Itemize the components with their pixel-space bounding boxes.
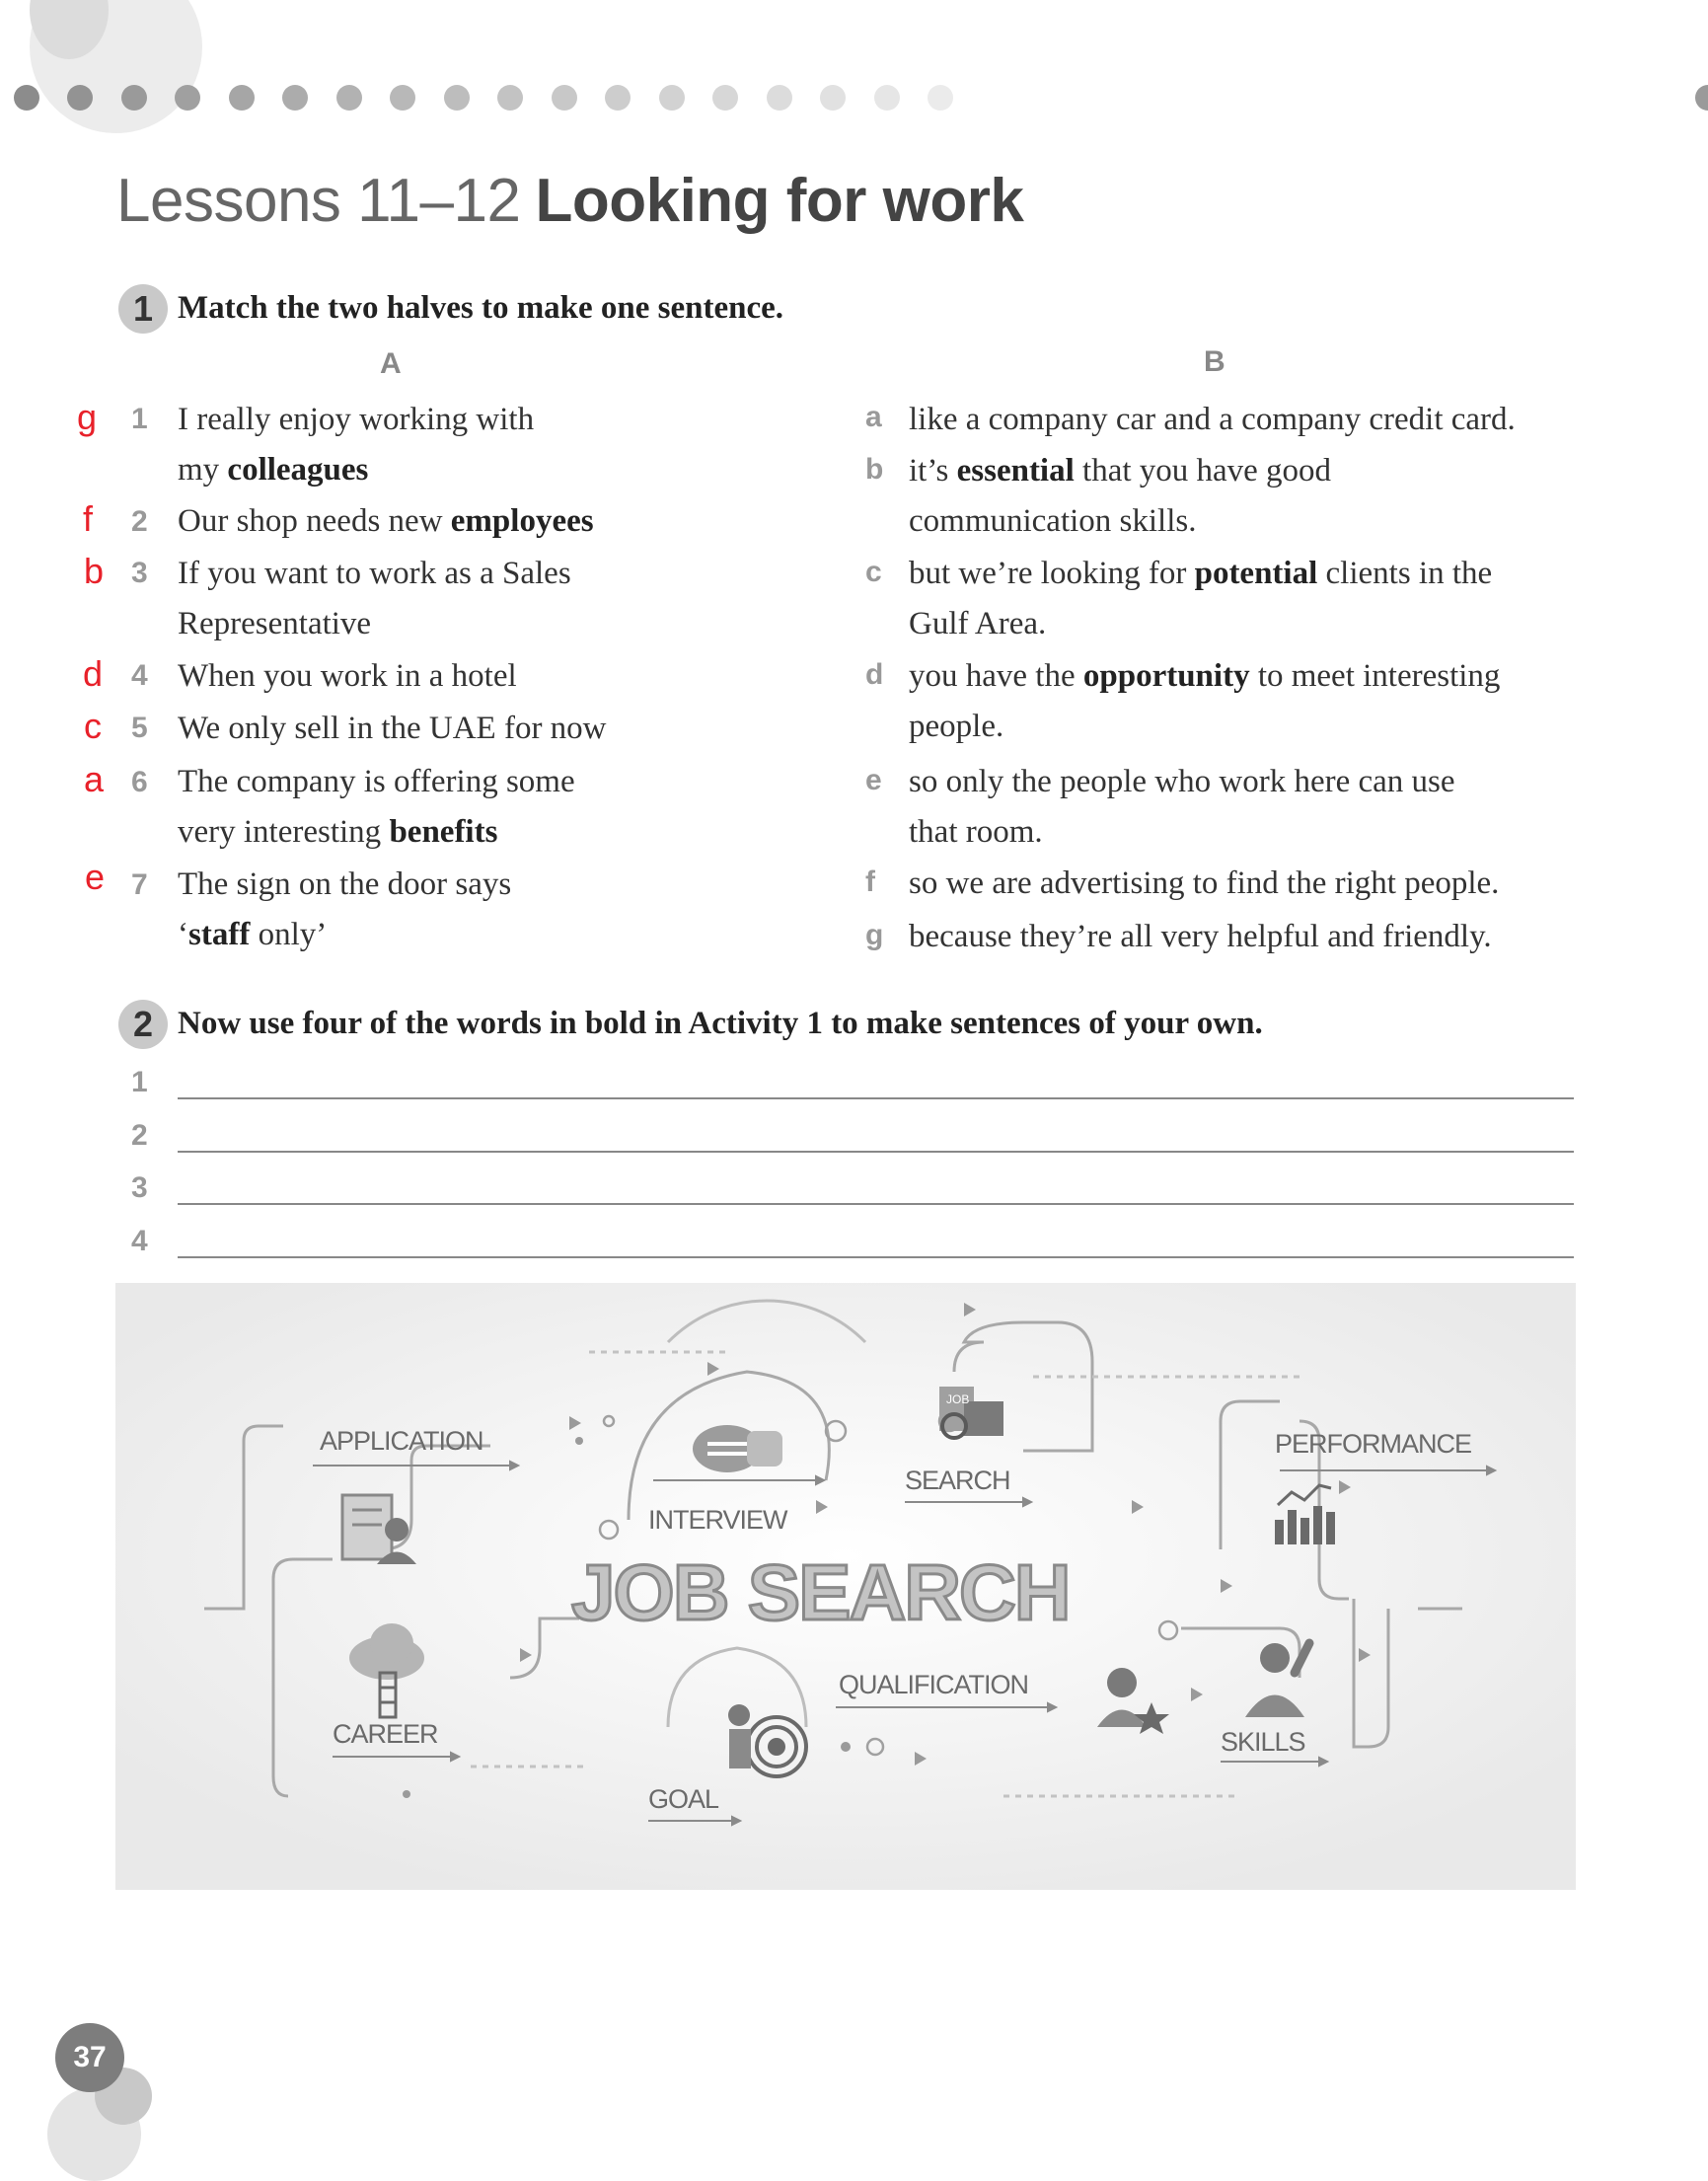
item-b-text: but we’re looking for potential clients in the Gulf Area. xyxy=(909,556,1493,641)
interview-icon xyxy=(693,1425,782,1472)
answer-mark: f xyxy=(83,498,94,539)
answer-mark: b xyxy=(84,551,105,591)
answer-mark: d xyxy=(83,653,104,694)
item-number: 6 xyxy=(131,766,148,798)
activity-2-instruction: Now use four of the words in bold in Activity 1 to make sentences of your own. xyxy=(178,1006,1263,1041)
item-a-text: I really enjoy working with my colleagues xyxy=(178,402,535,488)
item-letter: e xyxy=(865,764,882,796)
answer-mark: c xyxy=(84,706,102,746)
item-b-text: you have the opportunity to meet interesting people. xyxy=(909,658,1501,744)
line-number: 1 xyxy=(131,1066,148,1098)
activity-2-number: 2 xyxy=(118,1000,168,1049)
answer-mark: a xyxy=(84,759,105,799)
item-a-text: We only sell in the UAE for now xyxy=(178,711,607,746)
svg-text:JOB: JOB xyxy=(946,1392,970,1406)
activity-1-number: 1 xyxy=(118,284,168,334)
writing-line[interactable] xyxy=(178,1203,1574,1205)
answer-mark: e xyxy=(85,857,106,897)
item-number: 2 xyxy=(131,505,148,538)
item-b-text: so only the people who work here can use that room. xyxy=(909,764,1455,850)
writing-line[interactable] xyxy=(178,1097,1574,1099)
item-letter: b xyxy=(865,453,884,486)
writing-line[interactable] xyxy=(178,1256,1574,1258)
item-number: 5 xyxy=(131,712,148,744)
title-lessons: Lessons 11–12 xyxy=(116,167,521,235)
item-b-text: so we are advertising to find the right people. xyxy=(909,865,1500,901)
label-qualification: QUALIFICATION xyxy=(839,1670,1029,1699)
item-a-text: When you work in a hotel xyxy=(178,658,517,694)
illustration-title: JOB SEARCH xyxy=(571,1548,1070,1636)
label-performance: PERFORMANCE xyxy=(1275,1429,1472,1459)
item-a-text: The sign on the door says ‘staff only’ xyxy=(178,866,512,952)
line-number: 4 xyxy=(131,1225,148,1257)
line-number: 3 xyxy=(131,1171,148,1204)
item-a-text: If you want to work as a Sales Representative xyxy=(178,556,571,641)
item-b-text: like a company car and a company credit card. xyxy=(909,402,1516,437)
item-letter: g xyxy=(865,919,884,951)
line-number: 2 xyxy=(131,1119,148,1152)
item-letter: d xyxy=(865,658,884,691)
item-a-text: Our shop needs new employees xyxy=(178,503,594,539)
item-b-text: it’s essential that you have good communication skills. xyxy=(909,453,1332,539)
label-interview: INTERVIEW xyxy=(648,1505,787,1535)
item-a-text: The company is offering some very interesting benefits xyxy=(178,764,575,850)
item-number: 3 xyxy=(131,557,148,589)
page-number: 37 xyxy=(55,2023,124,2092)
item-number: 1 xyxy=(131,403,148,435)
column-a-heading: A xyxy=(380,347,402,380)
label-skills: SKILLS xyxy=(1221,1727,1305,1757)
label-search: SEARCH xyxy=(905,1466,1010,1495)
answer-mark: g xyxy=(77,397,98,437)
item-number: 7 xyxy=(131,868,148,901)
item-letter: a xyxy=(865,401,882,433)
label-goal: GOAL xyxy=(648,1784,719,1814)
item-letter: f xyxy=(865,865,875,898)
column-b-heading: B xyxy=(1204,345,1225,378)
label-application: APPLICATION xyxy=(320,1426,483,1456)
activity-1-instruction: Match the two halves to make one sentence. xyxy=(178,290,784,326)
label-career: CAREER xyxy=(333,1719,438,1749)
page-title xyxy=(116,166,1023,237)
item-b-text: because they’re all very helpful and friendly. xyxy=(909,919,1492,954)
title-topic: Looking for work xyxy=(535,167,1024,235)
job-search-illustration xyxy=(115,1283,1576,1890)
item-letter: c xyxy=(865,556,882,588)
item-number: 4 xyxy=(131,659,148,692)
writing-line[interactable] xyxy=(178,1151,1574,1153)
